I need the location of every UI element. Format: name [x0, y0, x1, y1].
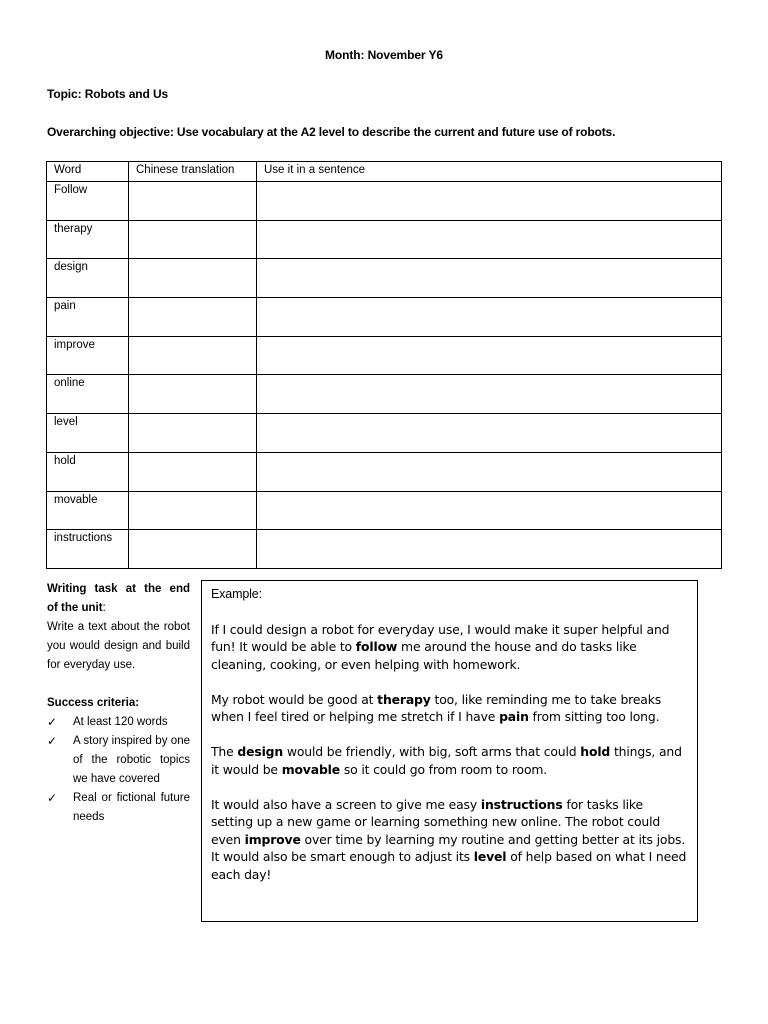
- sentence-cell[interactable]: [257, 220, 722, 259]
- word-cell: hold: [47, 452, 129, 491]
- vocab-highlight: design: [237, 744, 284, 759]
- example-text: for tasks like setting up a new game or learning something new online. The robot could even: [211, 796, 661, 847]
- word-cell: level: [47, 414, 129, 453]
- translation-cell[interactable]: [129, 259, 257, 298]
- example-text: My robot would be good at: [211, 691, 378, 707]
- table-row: [47, 491, 722, 530]
- example-text: things, and it would be: [211, 744, 682, 777]
- vocab-highlight: pain: [499, 709, 529, 724]
- example-paragraph-1: [211, 621, 688, 674]
- example-text: so it could go from room to room.: [340, 761, 548, 777]
- table-row: [47, 414, 722, 453]
- table-row: [47, 452, 722, 491]
- month-heading: Month: November Y6: [325, 48, 443, 62]
- column-header-sentence: Use it in a sentence: [257, 162, 722, 182]
- list-item: [47, 713, 190, 732]
- sentence-cell[interactable]: [257, 414, 722, 453]
- checkmark-icon: ✓: [47, 734, 58, 748]
- word-cell: online: [47, 375, 129, 414]
- sentence-cell[interactable]: [257, 182, 722, 221]
- vocabulary-table: [46, 161, 722, 569]
- writing-task-panel: [47, 580, 190, 827]
- word-cell: Follow: [47, 182, 129, 221]
- word-cell: movable: [47, 491, 129, 530]
- checkmark-icon: ✓: [47, 715, 58, 729]
- vocab-highlight: therapy: [377, 691, 431, 707]
- sentence-cell[interactable]: [257, 259, 722, 298]
- word-cell: therapy: [47, 220, 129, 259]
- table-row: [47, 298, 722, 337]
- writing-task-colon: :: [102, 602, 106, 614]
- translation-cell[interactable]: [129, 298, 257, 337]
- column-header-translation: Chinese translation: [129, 162, 257, 182]
- example-text: of help based on what I need each day!: [211, 849, 687, 882]
- writing-task-title: Writing task at the end: [47, 583, 190, 595]
- table-header-row: [47, 162, 722, 182]
- example-text: It would also have a screen to give me easy: [211, 796, 481, 812]
- example-text: If I could design a robot for everyday use, I would make it super helpful and fun! It would be able to: [211, 621, 670, 654]
- translation-cell[interactable]: [129, 336, 257, 375]
- word-cell: improve: [47, 336, 129, 375]
- sentence-cell[interactable]: [257, 452, 722, 491]
- word-cell: instructions: [47, 530, 129, 569]
- table-row: [47, 220, 722, 259]
- example-text: would be friendly, with big, soft arms that could: [283, 744, 581, 759]
- writing-task-description: Write a text about the robot you would design and build for everyday use.: [47, 621, 190, 671]
- success-criteria-list: [47, 713, 190, 827]
- word-cell: pain: [47, 298, 129, 337]
- translation-cell[interactable]: [129, 220, 257, 259]
- vocab-highlight: movable: [281, 761, 341, 777]
- word-cell: design: [47, 259, 129, 298]
- criterion-text: A story inspired by one of the robotic topics we have covered: [73, 735, 190, 785]
- sentence-cell[interactable]: [257, 375, 722, 414]
- table-row: [47, 259, 722, 298]
- table-row: [47, 530, 722, 569]
- sentence-cell[interactable]: [257, 298, 722, 337]
- example-text: over time by learning my routine and getting better at its jobs. It would also be smart enough to adjust its: [211, 831, 686, 864]
- vocab-highlight: instructions: [480, 796, 563, 812]
- example-label: Example:: [211, 587, 262, 601]
- translation-cell[interactable]: [129, 182, 257, 221]
- writing-task-title-line2: [47, 599, 190, 618]
- vocab-highlight: hold: [580, 744, 611, 759]
- criterion-text: Real or fictional future needs: [73, 792, 190, 823]
- list-item: [47, 789, 190, 827]
- criterion-text: At least 120 words: [73, 716, 168, 728]
- translation-cell[interactable]: [129, 414, 257, 453]
- topic-heading: Topic: Robots and Us: [47, 87, 169, 101]
- writing-task-title-end: of the unit: [47, 602, 103, 614]
- success-criteria-title: Success criteria:: [47, 697, 140, 709]
- example-paragraph-3: [211, 743, 688, 778]
- vocab-highlight: improve: [244, 831, 301, 847]
- example-text: The: [211, 744, 238, 759]
- example-text: from sitting too long.: [528, 709, 660, 724]
- translation-cell[interactable]: [129, 530, 257, 569]
- vocab-highlight: level: [473, 849, 507, 864]
- sentence-cell[interactable]: [257, 336, 722, 375]
- table-row: [47, 375, 722, 414]
- translation-cell[interactable]: [129, 375, 257, 414]
- vocab-highlight: follow: [355, 639, 398, 654]
- objective-heading: Overarching objective: Use vocabulary at the A2 level to describe the current and future use of robots.: [47, 125, 616, 139]
- example-text: me around the house and do tasks like cleaning, cooking, or even helping with homework.: [211, 639, 637, 672]
- table-row: [47, 336, 722, 375]
- example-paragraph-2: [211, 691, 688, 726]
- sentence-cell[interactable]: [257, 491, 722, 530]
- translation-cell[interactable]: [129, 452, 257, 491]
- checkmark-icon: ✓: [47, 791, 58, 805]
- example-text-box: [201, 580, 698, 922]
- table-row: [47, 182, 722, 221]
- column-header-word: Word: [47, 162, 129, 182]
- example-paragraph-4: [211, 796, 688, 884]
- sentence-cell[interactable]: [257, 530, 722, 569]
- example-text: too, like reminding me to take breaks when I feel tired or helping me stretch if I have: [211, 691, 662, 724]
- translation-cell[interactable]: [129, 491, 257, 530]
- list-item: [47, 732, 190, 789]
